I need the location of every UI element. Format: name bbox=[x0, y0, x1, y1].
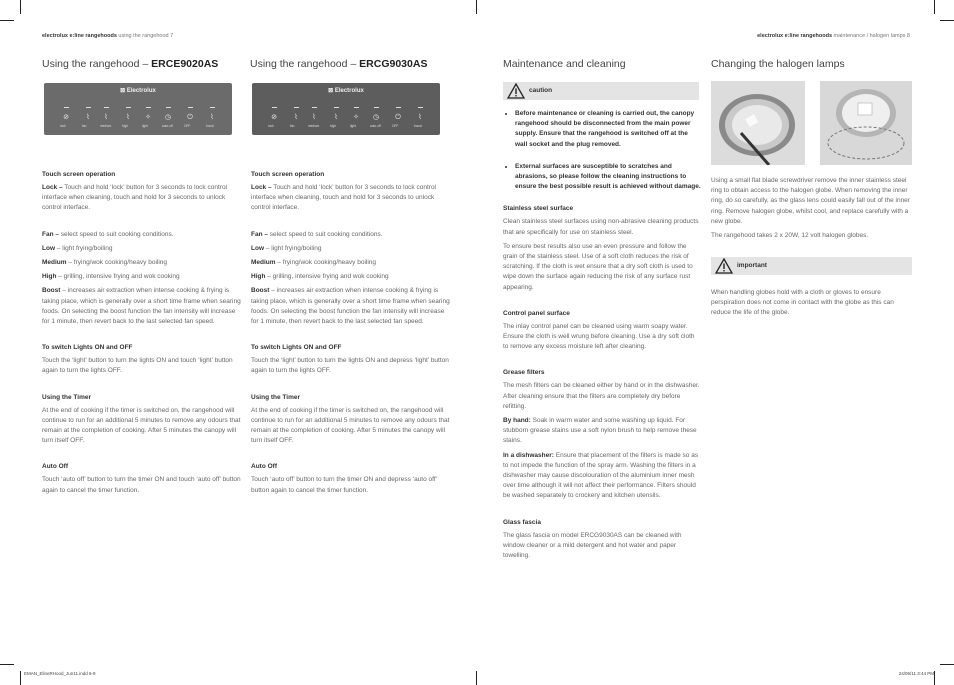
panel-light-button[interactable]: ✧ bbox=[145, 114, 151, 121]
panel-high-button[interactable]: ⌇ bbox=[126, 114, 130, 121]
caution-list bbox=[503, 109, 701, 192]
steel-heading: Stainless steel surface bbox=[503, 205, 574, 213]
col1-title bbox=[42, 58, 218, 70]
panel-button-label: auto-off bbox=[370, 124, 381, 128]
timer-heading: Using the Timer bbox=[251, 393, 301, 401]
halogen-globe-illustration bbox=[820, 81, 912, 165]
col1-title-model: ERCE9020AS bbox=[151, 58, 219, 70]
crop-mark bbox=[20, 671, 21, 685]
indicator-led bbox=[312, 107, 317, 108]
autooff-paragraph: Touch ‘auto off’ button to turn the timer ON and depress ‘auto off’ button again to cancel the timer function. bbox=[251, 476, 437, 494]
ring-removal-illustration bbox=[711, 81, 805, 165]
lights-paragraph: Touch the ‘light’ button to turn the lights ON and depress ‘light’ button again to turn the lights OFF. bbox=[251, 357, 449, 375]
indicator-led bbox=[86, 107, 91, 108]
important-label: important bbox=[737, 262, 767, 269]
panel-auto-off-button[interactable]: ◷ bbox=[372, 114, 380, 121]
crop-mark bbox=[940, 20, 954, 21]
high-paragraph: High – grilling, intensive frying and wok cooking bbox=[42, 273, 180, 281]
control-panel-erce9020as bbox=[44, 83, 232, 135]
col2-title-prefix: Using the rangehood – bbox=[250, 58, 360, 70]
autooff-heading: Auto Off bbox=[251, 463, 277, 471]
important-paragraph: When handling globes hold with a cloth or gloves to ensure perspiration does not come in contact with the globe as this can reduce the life of the globe. bbox=[711, 289, 894, 317]
indicator-led bbox=[354, 107, 359, 108]
indicator-led bbox=[210, 107, 215, 108]
lights-paragraph: Touch the ‘light’ button to turn the lights ON and touch ‘light’ button again to turn the lights OFF. bbox=[42, 357, 233, 375]
panel-button-label: boost bbox=[206, 124, 214, 128]
panel-button-label: fan bbox=[82, 124, 87, 128]
indicator-led bbox=[272, 107, 277, 108]
steel-paragraph: To ensure best results also use an even pressure and follow the grain of the stainless steel. Use of a soft cloth reduces the risk of scratching. If the cloth is wet ensure that a dry soft cloth is used to wipe down the surface again reducing the risk of any surface rust appearing. bbox=[503, 242, 693, 291]
indicator-led bbox=[418, 107, 423, 108]
left-running-header bbox=[42, 33, 173, 39]
control-paragraph: The inlay control panel can be cleaned using warm soapy water. Ensure the cloth is well wrung before cleaning. Use a dry soft cloth to remove any excess moisture left after cleaning. bbox=[503, 322, 695, 351]
col2-body bbox=[251, 170, 451, 500]
fan-paragraph: Fan – select speed to suit cooking conditions. bbox=[42, 230, 174, 238]
glass-paragraph: The glass fascia on model ERCG9030AS can be cleaned with window cleaner or a mild detergent and hot water and paper towelling. bbox=[503, 531, 682, 560]
panel-button-label: fan bbox=[290, 124, 295, 128]
touch-heading: Touch screen operation bbox=[42, 171, 116, 178]
halogen-paragraph: The rangehood takes 2 x 20W, 12 volt halogen globes. bbox=[711, 232, 869, 240]
halogen-body bbox=[711, 176, 913, 245]
indicator-led bbox=[146, 107, 151, 108]
indicator-led bbox=[166, 107, 171, 108]
panel-lock-button[interactable]: ⊘ bbox=[63, 114, 69, 121]
panel-medium-button[interactable]: ⌇ bbox=[104, 114, 108, 121]
panel-button-label: auto-off bbox=[162, 124, 173, 128]
control-panel-ercg9030as bbox=[252, 83, 440, 135]
autooff-heading: Auto Off bbox=[42, 463, 68, 471]
panel-fan-button[interactable]: ⌇ bbox=[86, 114, 90, 121]
panel-button-label: medium bbox=[308, 124, 320, 128]
indicator-led bbox=[396, 107, 401, 108]
panel-off-button[interactable]: ⏻ bbox=[187, 114, 193, 121]
grease-heading: Grease filters bbox=[503, 369, 545, 377]
control-heading: Control panel surface bbox=[503, 309, 570, 317]
right-header-section: maintenance / halogen lamps 8 bbox=[833, 33, 910, 39]
panel-button-label: light bbox=[142, 124, 148, 128]
medium-paragraph: Medium – frying/wok cooking/heavy boiling bbox=[251, 259, 377, 267]
panel-button-label: medium bbox=[100, 124, 112, 128]
warning-icon bbox=[715, 258, 733, 274]
panel-off-button[interactable]: ⏻ bbox=[395, 114, 401, 121]
right-header-brand: electrolux e:line rangehoods bbox=[757, 33, 833, 39]
high-paragraph: High – grilling, intensive frying and wok cooking bbox=[251, 273, 389, 281]
halogen-paragraph: Using a small flat blade screwdriver remove the inner stainless steel ring to obtain access to the halogen globe. When removing the inner ring, do so carefully, as the glass lens could easily fall out of the inner ring. Remove halogen globe, whilst cool, and replace carefully with a new globe. bbox=[711, 177, 910, 225]
crop-mark bbox=[476, 0, 477, 14]
left-header-section: using the rangehood 7 bbox=[118, 33, 174, 39]
panel-auto-off-button[interactable]: ◷ bbox=[164, 114, 172, 121]
crop-mark bbox=[940, 664, 954, 665]
panel-button-label: lock bbox=[60, 124, 66, 128]
crop-mark bbox=[476, 671, 477, 685]
panel-high-button[interactable]: ⌇ bbox=[334, 114, 338, 121]
lights-heading: To switch Lights ON and OFF bbox=[42, 344, 133, 352]
panel-button-label: high bbox=[122, 124, 129, 128]
caution-label: caution bbox=[529, 87, 553, 94]
panel-button-label: high bbox=[330, 124, 337, 128]
maintenance-title: Maintenance and cleaning bbox=[503, 58, 626, 70]
panel-medium-button[interactable]: ⌇ bbox=[312, 114, 316, 121]
grease-paragraph: The mesh filters can be cleaned either by hand or in the dishwasher. After cleaning ensure that the filters are completely dry before refitting. bbox=[503, 382, 700, 410]
indicator-led bbox=[294, 107, 299, 108]
timer-heading: Using the Timer bbox=[42, 393, 92, 401]
low-paragraph: Low – light frying/boiling bbox=[42, 244, 113, 252]
footer-timestamp: 24/06/11 3:44 PM bbox=[898, 671, 934, 676]
dishwasher-paragraph: In a dishwasher: Ensure that placement of the filters is made so as to not impede the function of the spray arm. Washing the filters in a dishwasher may cause discolouration of the aluminium inner mesh over time although it will not affect their performance. Filters should be washed separately to crockery and kitchen utensils. bbox=[503, 451, 699, 500]
electrolux-logo: ⊠ Electrolux bbox=[120, 88, 156, 94]
steel-paragraph: Clean stainless steel surfaces using non-abrasive cleaning products that are specifically for use on stainless steel. bbox=[503, 218, 699, 236]
caution-bullet: • External surfaces are susceptible to scratches and abrasions, so please follow the cleaning instructions to ensure the best possible result is achieved without damage. bbox=[515, 162, 701, 193]
panel-button-label: OFF bbox=[184, 124, 191, 128]
important-body bbox=[711, 288, 915, 323]
footer-file-slug: EMAN_ElineRHood_Jun11.indd 6-9 bbox=[24, 671, 96, 676]
panel-button-label: light bbox=[350, 124, 356, 128]
important-banner bbox=[711, 257, 912, 275]
fan-paragraph: Fan – select speed to suit cooking conditions. bbox=[251, 230, 383, 238]
crop-mark bbox=[0, 664, 14, 665]
panel-button-label: lock bbox=[268, 124, 274, 128]
col1-body bbox=[42, 170, 242, 500]
warning-icon bbox=[507, 83, 525, 99]
low-paragraph: Low – light frying/boiling bbox=[251, 244, 322, 252]
caution-banner bbox=[503, 82, 699, 100]
autooff-paragraph: Touch ‘auto off’ button to turn the timer ON and touch ‘auto off’ button again to cancel the timer function. bbox=[42, 476, 241, 494]
electrolux-logo: ⊠ Electrolux bbox=[328, 88, 364, 94]
glass-heading: Glass fascia bbox=[503, 518, 541, 526]
timer-paragraph: At the end of cooking if the timer is switched on, the rangehood will continue to run for an additional 5 minutes to remove any odours that remain at the completion of cooking. After 5 minutes the canopy will turn itself OFF. bbox=[42, 406, 241, 445]
maintenance-body bbox=[503, 109, 701, 565]
panel-button-label: OFF bbox=[392, 124, 399, 128]
crop-mark bbox=[0, 20, 14, 21]
indicator-led bbox=[334, 107, 339, 108]
boost-paragraph: Boost – increases air extraction when intense cooking & frying is taking place, which is generally over a short time frame when searing foods. On selecting the boost function the fan intensity will increase for 1 minute, then revert back to the last selected fan speed. bbox=[251, 287, 450, 326]
medium-paragraph: Medium – frying/wok cooking/heavy boiling bbox=[42, 259, 168, 267]
panel-boost-button[interactable]: ⌇ bbox=[210, 114, 214, 121]
halogen-photo-ring-removal bbox=[711, 81, 805, 165]
panel-fan-button[interactable]: ⌇ bbox=[294, 114, 298, 121]
col2-title bbox=[250, 58, 427, 70]
right-running-header bbox=[757, 33, 910, 39]
panel-lock-button[interactable]: ⊘ bbox=[271, 114, 277, 121]
boost-paragraph: Boost – increases air extraction when intense cooking & frying is taking place, which is generally over a short time frame when searing foods. On selecting the boost function the fan intensity will increase for 1 minute, then revert back to the last selected fan speed. bbox=[42, 287, 241, 326]
touch-heading: Touch screen operation bbox=[251, 171, 325, 178]
panel-boost-button[interactable]: ⌇ bbox=[418, 114, 422, 121]
indicator-led bbox=[104, 107, 109, 108]
left-header-brand: electrolux e:line rangehoods bbox=[42, 33, 117, 39]
indicator-led bbox=[374, 107, 379, 108]
lock-paragraph: Lock – Touch and hold ‘lock’ button for 3 seconds to lock control interface when cleaning, touch and hold for 3 seconds to unlock control interface. bbox=[251, 184, 436, 212]
panel-light-button[interactable]: ✧ bbox=[353, 114, 359, 121]
timer-paragraph: At the end of cooking if the timer is switched on, the rangehood will continue to run for an additional 5 minutes to remove any odours that remain at the completion of cooking. After 5 minutes the canopy will turn itself OFF. bbox=[251, 406, 450, 445]
col2-title-model: ERCG9030AS bbox=[359, 58, 428, 70]
halogen-photo-globe bbox=[820, 81, 912, 165]
col1-title-prefix: Using the rangehood – bbox=[42, 58, 152, 70]
lights-heading: To switch Lights ON and OFF bbox=[251, 344, 342, 352]
crop-mark bbox=[20, 0, 21, 14]
caution-bullet: • Before maintenance or cleaning is carried out, the canopy rangehood should be disconnected from the main power supply. Ensure that the rangehood is switched off at the wall socket and the plug removed. bbox=[515, 109, 701, 150]
lock-paragraph: Lock – Touch and hold ‘lock’ button for 3 seconds to lock control interface when cleaning, touch and hold for 3 seconds to unlock control interface. bbox=[42, 184, 227, 212]
byhand-paragraph: By hand: Soak in warm water and some washing up liquid. For stubborn grease stains use a soft nylon brush to help remove these stains. bbox=[503, 417, 697, 445]
indicator-led bbox=[64, 107, 69, 108]
panel-button-label: boost bbox=[414, 124, 422, 128]
crop-mark bbox=[934, 0, 935, 14]
indicator-led bbox=[126, 107, 131, 108]
crop-mark bbox=[934, 671, 935, 685]
indicator-led bbox=[188, 107, 193, 108]
halogen-title: Changing the halogen lamps bbox=[711, 58, 845, 70]
